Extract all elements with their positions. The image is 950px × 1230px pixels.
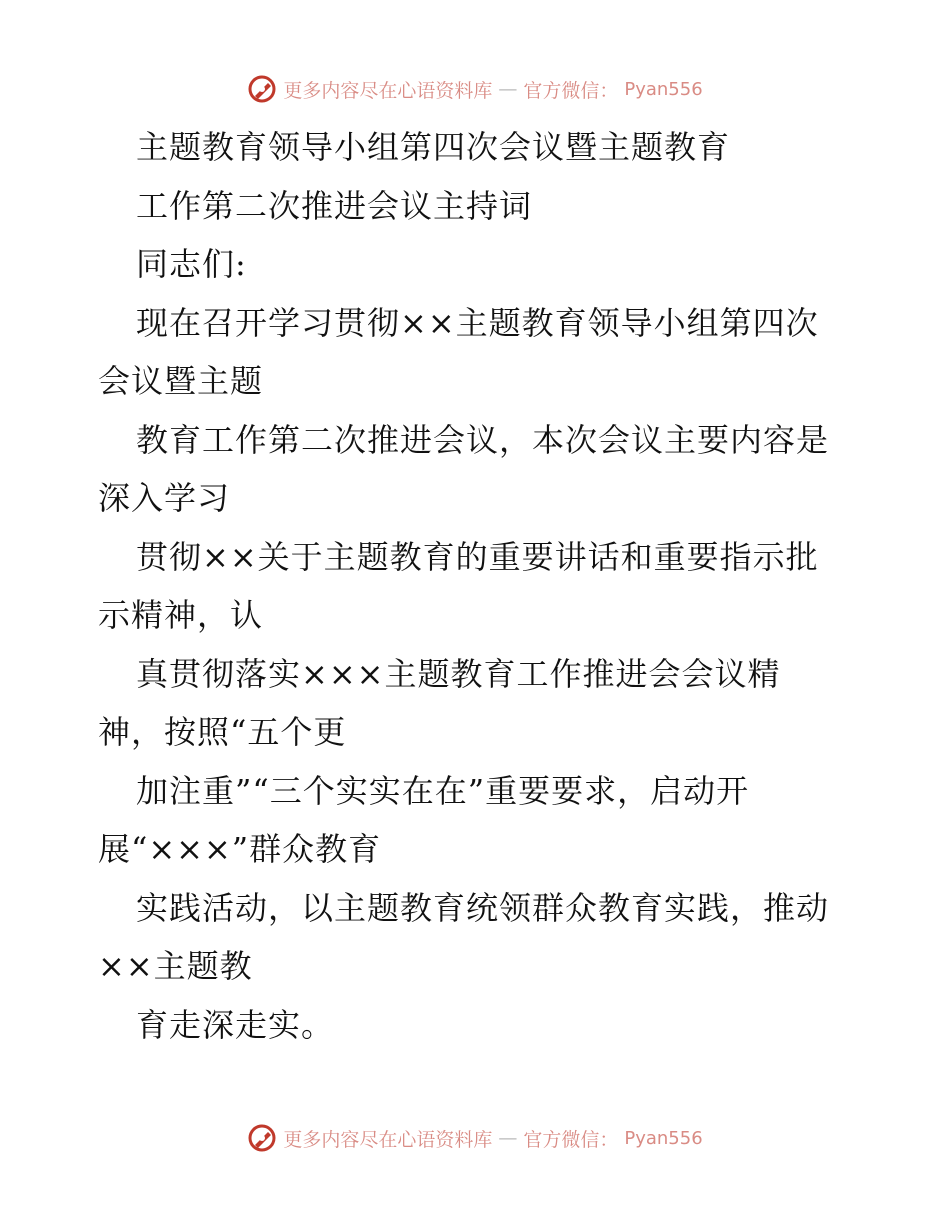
pen-seal-icon [247,74,277,104]
title-line-1: 主题教育领导小组第四次会议暨主题教育 [136,128,731,166]
body-line: 神，按照“五个更 [98,713,347,751]
watermark-separator: — [498,78,518,100]
body-line: 展“×××”群众教育 [98,830,382,868]
watermark-separator: — [498,1127,518,1149]
watermark-id: Pyan556 [624,1127,703,1149]
body-line: 现在召开学习贯彻××主题教育领导小组第四次 [136,303,819,342]
body-line: 深入学习 [98,479,231,517]
body-line: 贯彻××关于主题教育的重要讲话和重要指示批 [136,537,819,576]
watermark-text: 更多内容尽在心语资料库 [283,79,493,102]
body-line: 加注重”“三个实实在在”重要要求，启动开 [136,771,750,810]
body-line: 教育工作第二次推进会议，本次会议主要内容是 [136,420,830,459]
header-watermark [0,74,950,104]
body-line: 实践活动，以主题教育统领群众教育实践，推动 [136,888,830,927]
body-line: 示精神，认 [98,596,264,634]
document-body [98,118,858,1054]
salutation: 同志们: [136,245,247,283]
pen-seal-icon [247,1123,277,1153]
body-line: 育走深走实。 [136,1005,335,1044]
title-line-2: 工作第二次推进会议主持词 [136,186,533,225]
watermark-official: 官方微信： [523,79,619,102]
watermark-official: 官方微信： [523,1128,619,1151]
watermark-text: 更多内容尽在心语资料库 [283,1128,493,1151]
body-line: 会议暨主题 [98,362,264,400]
watermark-id: Pyan556 [624,78,703,100]
footer-watermark [0,1123,950,1153]
body-line: ××主题教 [98,947,253,985]
body-line: 真贯彻落实×××主题教育工作推进会会议精 [136,654,781,693]
